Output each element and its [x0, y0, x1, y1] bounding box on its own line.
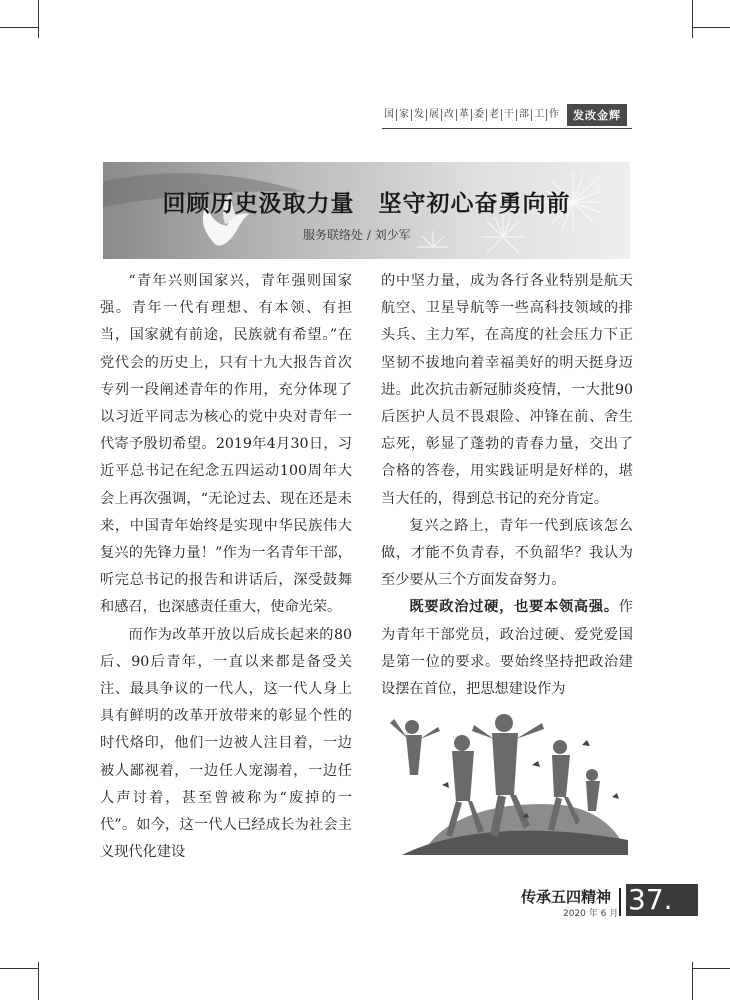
running-header	[382, 104, 627, 126]
column-left	[100, 268, 352, 866]
youth-running-illustration	[382, 705, 628, 855]
crop-mark-bottom-left	[0, 968, 38, 969]
paragraph: 的中坚力量，成为各行各业特别是航天航空、卫星导航等一些高科技领域的排头兵、主力军，在高度的社会压力下正坚韧不拔地向着幸福美好的明天挺身迈进。此次抗击新冠肺炎疫情，一大批90后医护人员不畏艰险、冲锋在前、舍生忘死，彰显了蓬勃的青春力量，交出了合格的答卷，用实践证明是好样的，堪当大任的，得到总书记的充分肯定。	[381, 273, 633, 507]
crop-mark-top-right	[692, 27, 730, 28]
header-char: 国	[384, 109, 394, 120]
footer-section-title: 传承五四精神	[521, 888, 612, 906]
header-char: 家	[396, 109, 411, 121]
header-char: 干	[501, 109, 516, 121]
paragraph: 而作为改革开放以后成长起来的80后、90后青年，一直以来都是备受关注、最具争议的一代人，这一代人身上具有鲜明的改革开放带来的彰显个性的时代烙印，他们一边被人注目着，一边被人鄙视着，一边任人宠溺着，一边任人声讨着，甚至曾被称为“废掉的一代”。如今，这一代人已经成长为社会主义现代化建设	[100, 626, 352, 861]
paragraph: 复兴之路上，青年一代到底该怎么做，才能不负青春，不负韶华？我认为至少要从三个方面发奋努力。	[381, 517, 633, 589]
magazine-logo: 发改金辉	[567, 104, 627, 126]
header-char: 委	[471, 109, 486, 121]
header-char: 改	[441, 109, 456, 121]
crop-mark-top-right-v	[692, 0, 693, 38]
paragraph-text: 作为青年干部党员，政治过硬、爱党爱国是第一位的要求。要始终坚持把政治建设摆在首位，把思想建设作为	[381, 599, 633, 698]
crop-mark-top-left-v	[38, 0, 39, 38]
header-char: 革	[456, 109, 471, 121]
header-char: 工	[531, 109, 546, 121]
header-department	[382, 109, 561, 121]
crop-mark-bottom-right-v	[692, 962, 693, 1000]
column-right	[381, 268, 633, 703]
article-byline: 服务联络处 / 刘少军	[303, 228, 411, 242]
paragraph	[381, 594, 633, 703]
header-char: 部	[516, 109, 531, 121]
footer-divider	[619, 888, 621, 916]
header-char: 作	[546, 109, 561, 121]
page-number: 37.	[626, 884, 698, 916]
crop-mark-bottom-right	[692, 968, 730, 969]
header-char: 发	[411, 109, 426, 121]
article-title: 回顾历史汲取力量 坚守初心奋勇向前	[162, 190, 571, 217]
header-rule	[382, 128, 632, 129]
section-heading: 既要政治过硬，也要本领高强。	[409, 599, 619, 616]
header-char: 老	[486, 109, 501, 121]
header-char: 展	[426, 109, 441, 121]
crop-mark-top-left	[0, 27, 38, 28]
title-banner	[103, 162, 630, 259]
crop-mark-bottom-left-v	[38, 962, 39, 1000]
paragraph: “青年兴则国家兴，青年强则国家强。青年一代有理想、有本领、有担当，国家就有前途，民族就有希望。”在党代会的历史上，只有十九大报告首次专列一段阐述青年的作用，充分体现了以习近平同志为核心的党中央对青年一代寄予殷切希望。2019年4月30日，习近平总书记在纪念五四运动100周年大会上再次强调，“无论过去、现在还是未来，中国青年始终是实现中华民族伟大复兴的先锋力量！”作为一名青年干部，听完总书记的报告和讲话后，深受鼓舞和感召，也深感责任重大，使命光荣。	[100, 273, 352, 616]
footer-date: 2020 年 6 月	[563, 909, 619, 919]
